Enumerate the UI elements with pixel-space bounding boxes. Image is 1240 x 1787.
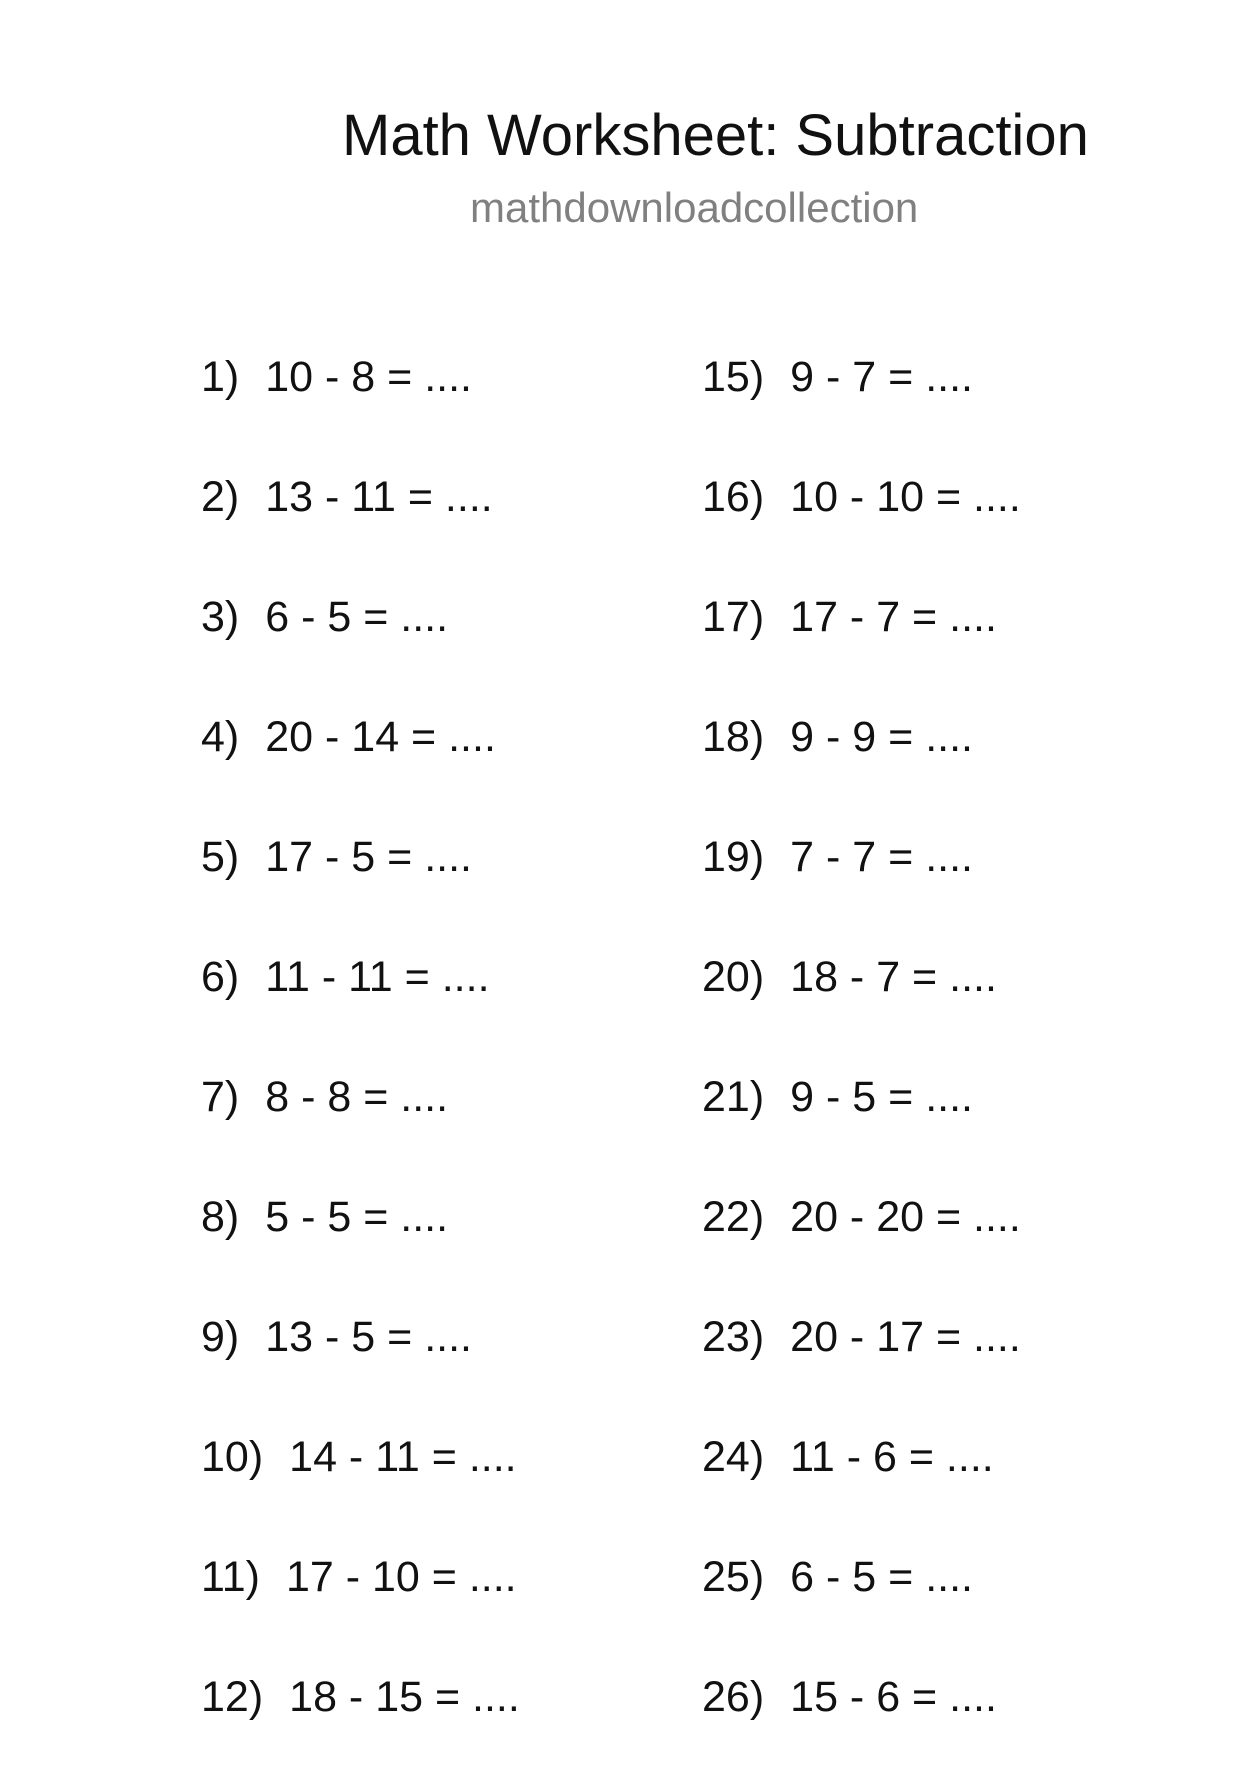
problem-number: 25) xyxy=(702,1553,765,1601)
problem-number: 6) xyxy=(201,953,240,1001)
problem-number: 7) xyxy=(201,1073,240,1121)
problem-expression: 8 - 8 = .... xyxy=(265,1073,449,1121)
problem-item xyxy=(702,1667,1021,1787)
problem-number: 4) xyxy=(201,713,240,761)
problem-expression: 11 - 11 = .... xyxy=(265,953,490,1001)
problem-number: 8) xyxy=(201,1193,240,1241)
problem-expression: 13 - 5 = .... xyxy=(265,1313,472,1361)
page-title: Math Worksheet: Subtraction xyxy=(342,103,1089,168)
problem-item xyxy=(201,707,520,827)
problem-expression: 13 - 11 = .... xyxy=(265,473,493,521)
problem-expression: 14 - 11 = .... xyxy=(289,1433,517,1481)
problem-expression: 9 - 5 = .... xyxy=(790,1073,973,1121)
problem-expression: 11 - 6 = .... xyxy=(790,1433,994,1481)
problem-item xyxy=(201,947,520,1067)
problem-number: 24) xyxy=(702,1433,765,1481)
problem-item xyxy=(201,1067,520,1187)
problem-expression: 20 - 17 = .... xyxy=(790,1313,1021,1361)
problem-number: 3) xyxy=(201,593,240,641)
problem-item xyxy=(201,1667,520,1787)
problem-number: 22) xyxy=(702,1193,765,1241)
problem-expression: 10 - 10 = .... xyxy=(790,473,1021,521)
problem-item xyxy=(702,1427,1021,1547)
problem-expression: 10 - 8 = .... xyxy=(265,353,472,401)
problem-expression: 6 - 5 = .... xyxy=(265,593,449,641)
problem-number: 15) xyxy=(702,353,765,401)
problem-expression: 15 - 6 = .... xyxy=(790,1673,997,1721)
problem-item xyxy=(201,587,520,707)
problem-item xyxy=(201,1307,520,1427)
problem-number: 1) xyxy=(201,353,240,401)
problem-item xyxy=(702,1187,1021,1307)
problem-number: 18) xyxy=(702,713,765,761)
problem-item xyxy=(702,1067,1021,1187)
problem-item xyxy=(201,347,520,467)
problem-item xyxy=(201,1427,520,1547)
problem-number: 10) xyxy=(201,1433,264,1481)
problem-item xyxy=(702,587,1021,707)
problem-item xyxy=(702,707,1021,827)
problem-item xyxy=(702,467,1021,587)
problem-number: 11) xyxy=(201,1553,260,1601)
problem-expression: 17 - 5 = .... xyxy=(265,833,472,881)
problem-expression: 5 - 5 = .... xyxy=(265,1193,449,1241)
problem-number: 16) xyxy=(702,473,765,521)
problem-item xyxy=(702,1307,1021,1427)
problem-number: 20) xyxy=(702,953,765,1001)
problem-expression: 9 - 7 = .... xyxy=(790,353,973,401)
problem-item xyxy=(201,1187,520,1307)
problem-number: 2) xyxy=(201,473,240,521)
problem-expression: 17 - 10 = .... xyxy=(285,1553,517,1601)
problem-item xyxy=(702,1547,1021,1667)
problem-expression: 18 - 15 = .... xyxy=(289,1673,520,1721)
problem-column-right xyxy=(702,347,1021,1787)
problem-item xyxy=(201,467,520,587)
problem-expression: 18 - 7 = .... xyxy=(790,953,997,1001)
problem-number: 19) xyxy=(702,833,765,881)
problem-number: 23) xyxy=(702,1313,765,1361)
problem-expression: 17 - 7 = .... xyxy=(790,593,997,641)
problem-item xyxy=(201,1547,520,1667)
problem-expression: 9 - 9 = .... xyxy=(790,713,973,761)
problem-expression: 20 - 14 = .... xyxy=(265,713,496,761)
problem-expression: 6 - 5 = .... xyxy=(790,1553,973,1601)
page-subtitle: mathdownloadcollection xyxy=(470,184,919,231)
problem-expression: 20 - 20 = .... xyxy=(790,1193,1021,1241)
problem-item xyxy=(702,347,1021,467)
problem-number: 17) xyxy=(702,593,765,641)
problem-column-left xyxy=(201,347,520,1787)
problem-number: 5) xyxy=(201,833,240,881)
problem-number: 26) xyxy=(702,1673,765,1721)
problem-item xyxy=(702,827,1021,947)
problem-number: 21) xyxy=(702,1073,765,1121)
problem-item xyxy=(702,947,1021,1067)
problem-number: 12) xyxy=(201,1673,264,1721)
problem-item xyxy=(201,827,520,947)
problem-number: 9) xyxy=(201,1313,240,1361)
problem-expression: 7 - 7 = .... xyxy=(790,833,973,881)
